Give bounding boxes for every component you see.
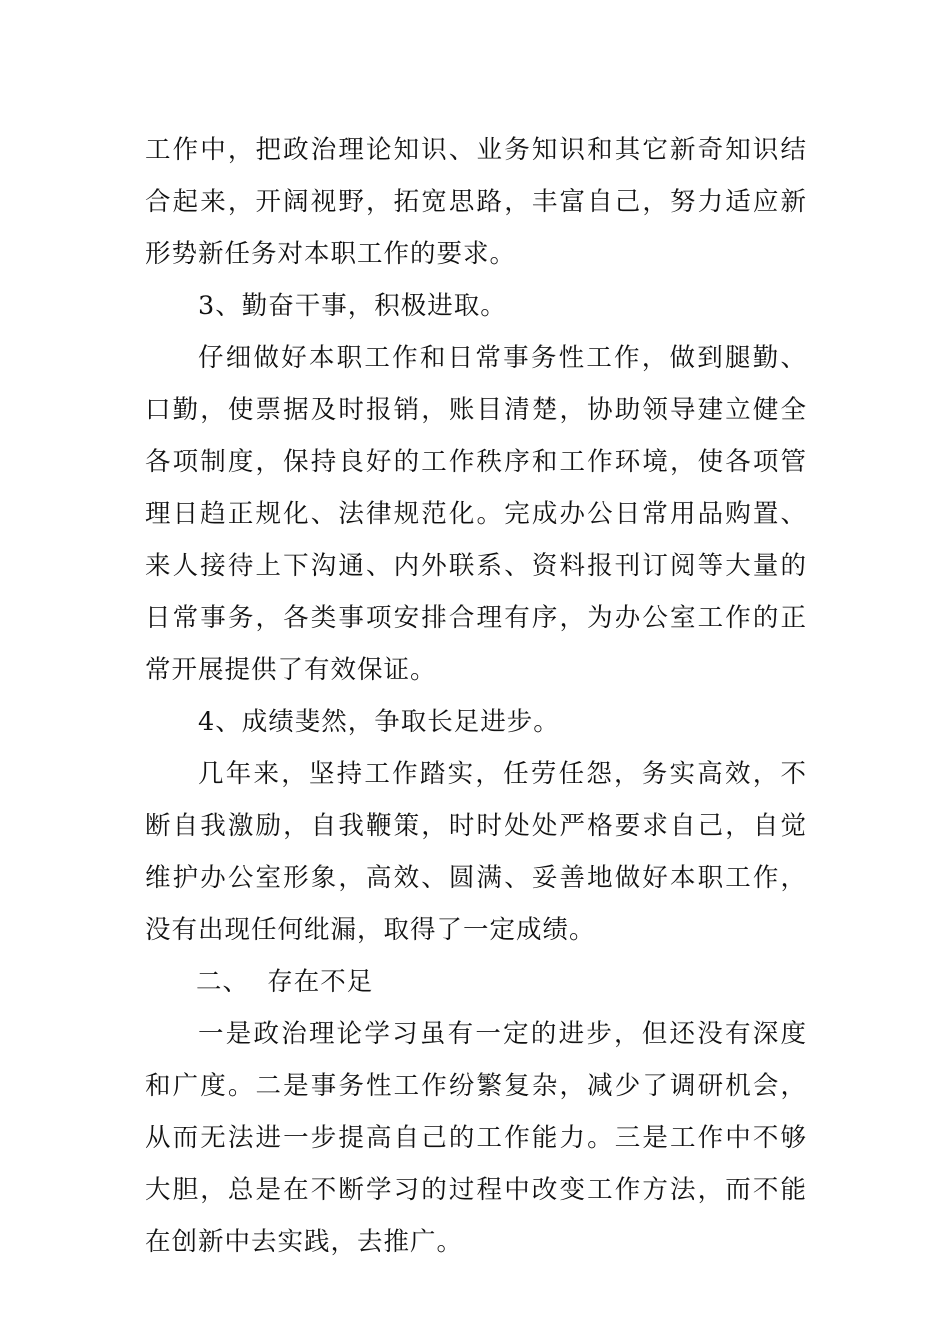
paragraph-achievements: 几年来，坚持工作踏实，任劳任怨，务实高效，不断自我激励，自我鞭策，时时处处严格要求自己，自觉维护办公室形象，高效、圆满、妥善地做好本职工作，没有出现任何纰漏，取得了一定成绩。 (145, 759, 807, 945)
paragraph-continuation: 工作中，把政治理论知识、业务知识和其它新奇知识结合起来，开阔视野，拓宽思路，丰富自己，努力适应新形势新任务对本职工作的要求。 (145, 135, 807, 269)
subheading-3: 3、勤奋干事，积极进取。 (198, 291, 507, 321)
paragraph-shortcomings: 一是政治理论学习虽有一定的进步，但还没有深度和广度。二是事务性工作纷繁复杂，减少了调研机会，从而无法进一步提高自己的工作能力。三是工作中不够大胆，总是在不断学习的过程中改变工作方法，而不能在创新中去实践，去推广。 (145, 1019, 807, 1257)
subheading-4: 4、成绩斐然，争取长足进步。 (198, 707, 560, 737)
document-body (145, 124, 807, 1268)
section-heading-shortcomings: 二、 存在不足 (196, 967, 374, 997)
paragraph-daily-work: 仔细做好本职工作和日常事务性工作，做到腿勤、口勤，使票据及时报销，账目清楚，协助领导建立健全各项制度，保持良好的工作秩序和工作环境，使各项管理日趋正规化、法律规范化。完成办公日常用品购置、来人接待上下沟通、内外联系、资料报刊订阅等大量的日常事务，各类事项安排合理有序，为办公室工作的正常开展提供了有效保证。 (145, 343, 807, 685)
